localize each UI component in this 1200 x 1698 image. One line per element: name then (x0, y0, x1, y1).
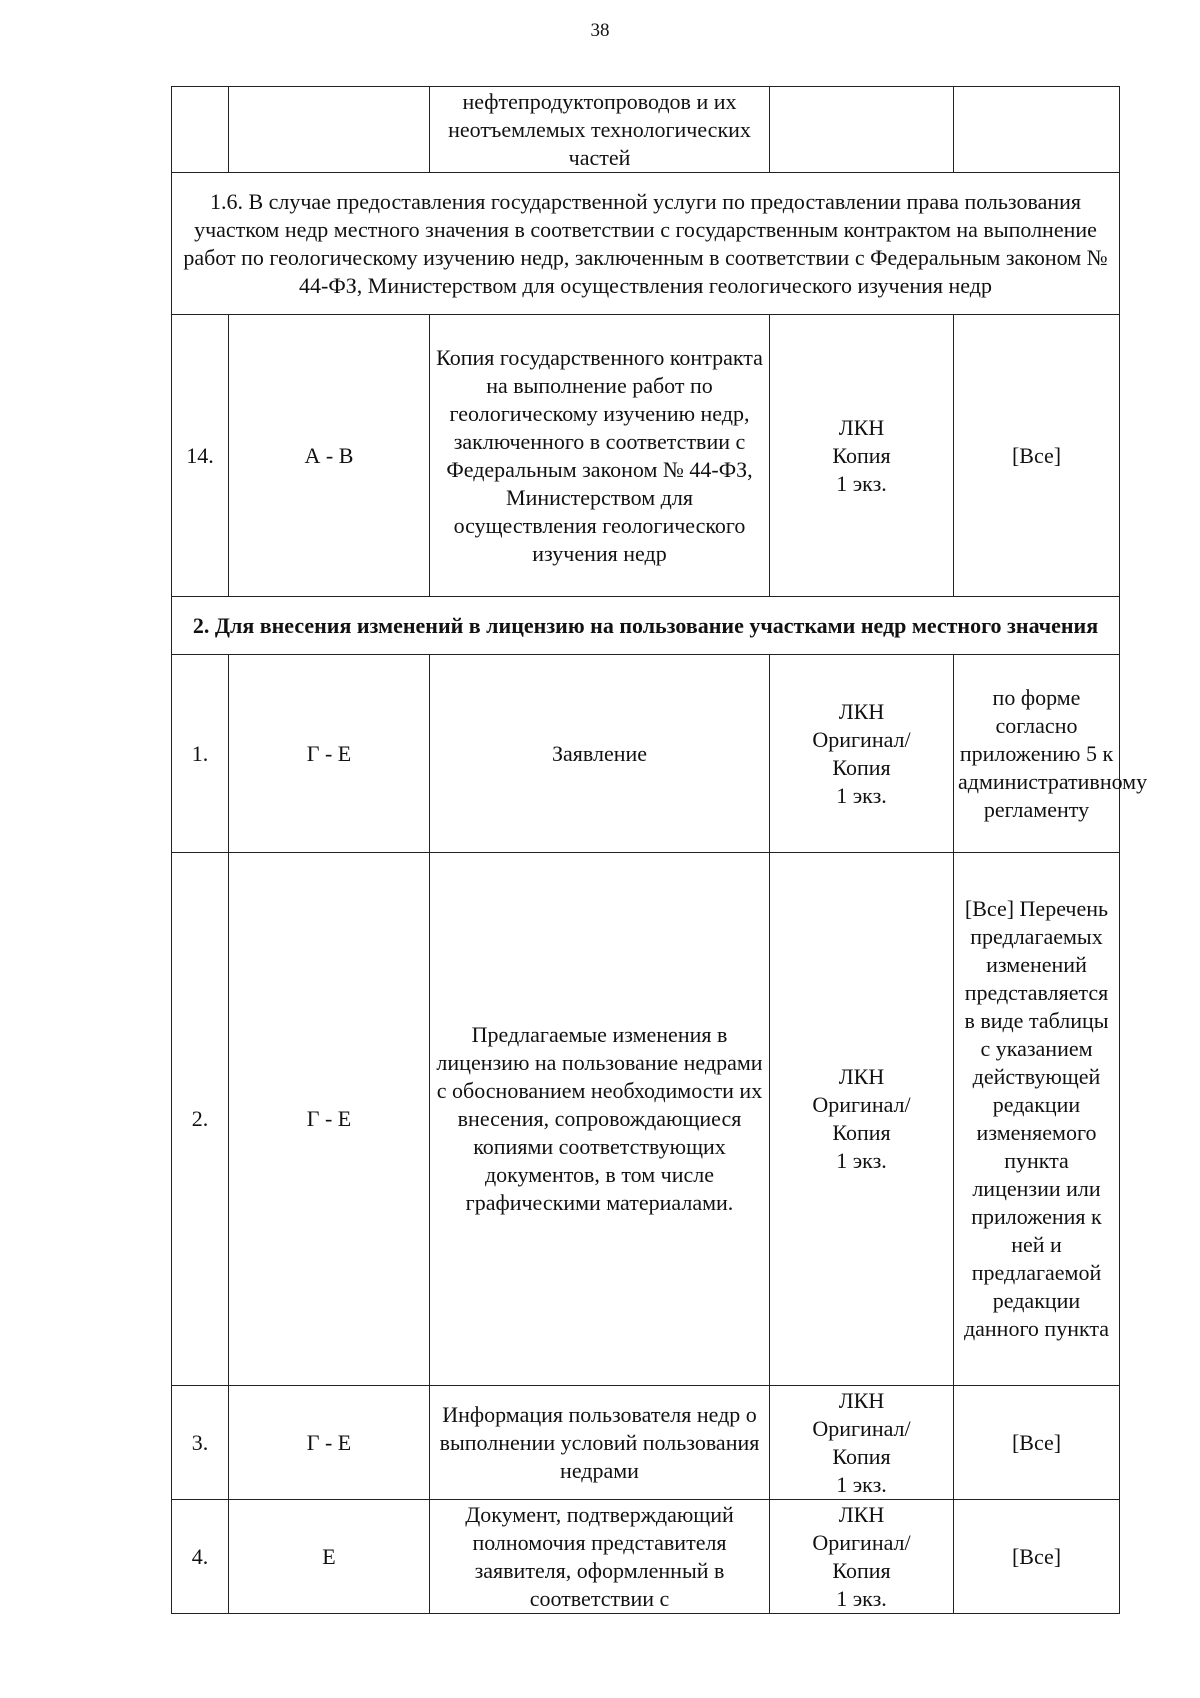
form-line: 1 экз. (836, 782, 887, 808)
document-name: Заявление (430, 655, 770, 853)
section-2-title: 2. Для внесения изменений в лицензию на пользование участками недр местного значения (172, 597, 1120, 655)
applicant-group (229, 87, 430, 173)
form-line: Копия (832, 442, 891, 468)
applicant-group: А - В (229, 315, 430, 597)
document-form (770, 1500, 954, 1614)
document-note: [Все] (954, 1386, 1120, 1500)
row-number: 3. (172, 1386, 229, 1500)
section-1-6-text: 1.6. В случае предоставления государственной услуги по предоставлении права пользования участком недр местного значения в соответствии с государственным контрактом на выполнение работ по геологическому изучению недр, заключенным в соответствии с Федеральным законом № 44-ФЗ, Министерством для осуществления геологического изучения недр (172, 173, 1120, 315)
form-line: Копия (832, 1557, 891, 1583)
table-row (172, 655, 1120, 853)
form-line: ЛКН (838, 414, 885, 440)
document-name: Копия государственного контракта на выполнение работ по геологическому изучению недр, заключенного в соответствии с Федеральным законом № 44-ФЗ, Министерством для осуществления геологического изучения недр (430, 315, 770, 597)
document-form (770, 655, 954, 853)
form-line: 1 экз. (836, 470, 887, 496)
section-header-row (172, 173, 1120, 315)
row-number: 14. (172, 315, 229, 597)
document-form (770, 1386, 954, 1500)
document-form (770, 315, 954, 597)
documents-table (171, 86, 1148, 1614)
applicant-group: Г - Е (229, 1386, 430, 1500)
form-line: 1 экз. (836, 1148, 887, 1173)
form-line: Оригинал/ (812, 1415, 911, 1441)
document-note: по форме согласно приложению 5 к административному регламенту (954, 655, 1120, 853)
section-header-row (172, 597, 1120, 655)
applicant-group: Г - Е (229, 853, 430, 1386)
form-line: Копия (832, 754, 891, 780)
row-number: 2. (172, 853, 229, 1386)
document-form (770, 87, 954, 173)
table-row (172, 1386, 1120, 1500)
document-note: [Все] (954, 1500, 1120, 1614)
document-name: Документ, подтверждающий полномочия представителя заявителя, оформленный в соответствии с (430, 1500, 770, 1614)
table-row (172, 853, 1120, 1386)
applicant-group: Г - Е (229, 655, 430, 853)
form-line: Оригинал/ (812, 1529, 911, 1555)
document-name: нефтепродуктопроводов и их неотъемлемых технологических частей (430, 87, 770, 173)
form-line: 1 экз. (836, 1585, 887, 1611)
document-note: [Все] (954, 315, 1120, 597)
applicant-group: Е (229, 1500, 430, 1614)
page-number: 38 (590, 20, 610, 41)
document-name: Информация пользователя недр о выполнении условий пользования недрами (430, 1386, 770, 1500)
form-line: ЛКН (838, 1064, 885, 1089)
form-line: 1 экз. (836, 1471, 887, 1497)
form-line: Копия (832, 1443, 891, 1469)
document-note (954, 87, 1120, 173)
table-row (172, 87, 1120, 173)
form-line: ЛКН (838, 1387, 885, 1413)
form-line: Оригинал/ (812, 726, 911, 752)
form-line: Оригинал/ (812, 1092, 911, 1117)
form-line: Копия (832, 1120, 891, 1145)
table-row (172, 315, 1120, 597)
document-note: [Все] Перечень предлагаемых изменений представляется в виде таблицы с указанием действующей редакции изменяемого пункта лицензии или приложения к ней и предлагаемой редакции данного пункта (954, 853, 1120, 1386)
table-row (172, 1500, 1120, 1614)
document-name: Предлагаемые изменения в лицензию на пользование недрами с обоснованием необходимости их внесения, сопровождающиеся копиями соответствующих документов, в том числе графическими материалами. (430, 853, 770, 1386)
form-line: ЛКН (838, 698, 885, 724)
document-form (770, 853, 954, 1386)
row-number: 1. (172, 655, 229, 853)
row-number: 4. (172, 1500, 229, 1614)
form-line: ЛКН (838, 1501, 885, 1527)
row-number (172, 87, 229, 173)
